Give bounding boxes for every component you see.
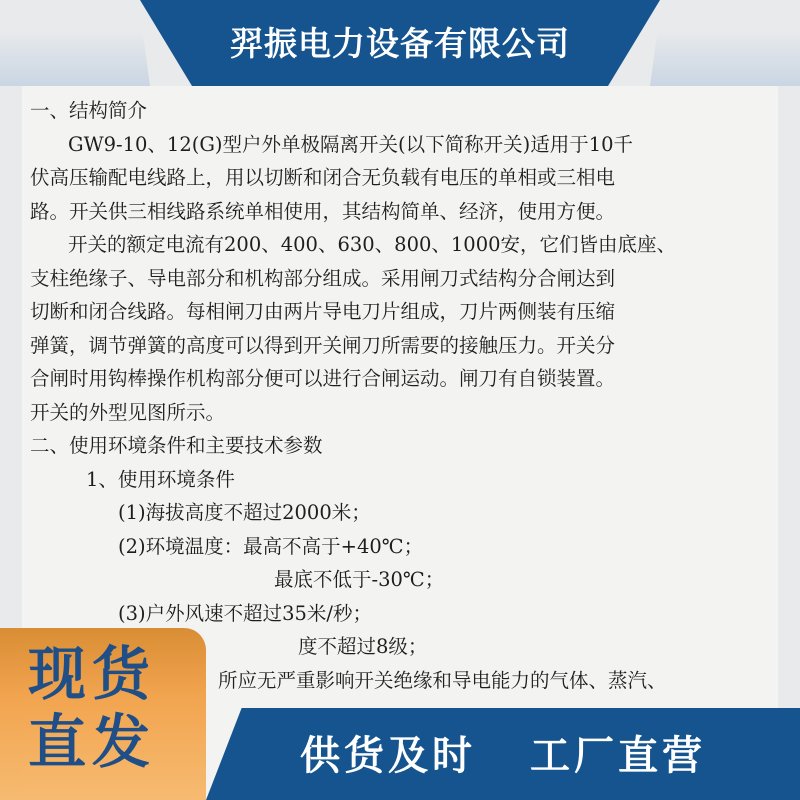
company-name: 羿振电力设备有限公司 bbox=[230, 24, 570, 63]
badge-line-1: 现货 bbox=[28, 640, 157, 708]
section-heading-1: 一、结构简介 bbox=[30, 99, 148, 122]
in-stock-badge-text bbox=[28, 640, 198, 776]
footer-slogan bbox=[206, 724, 800, 781]
paragraph-line: 路。开关供三相线路系统单相使用，其结构简单、经济，使用方便。 bbox=[30, 199, 616, 223]
list-item-continuation: 最底不低于-30℃； bbox=[274, 568, 445, 591]
list-item: (2)环境温度：最高不高于+40℃； bbox=[118, 534, 424, 558]
list-item-partial: 度不超过8级； bbox=[298, 635, 428, 658]
footer-slogan-right: 工厂直营 bbox=[529, 733, 706, 779]
list-item: (3)户外风速不超过35米/秒； bbox=[118, 601, 373, 625]
subsection-heading: 1、使用环境条件 bbox=[86, 467, 235, 491]
section-heading-2: 二、使用环境条件和主要技术参数 bbox=[30, 434, 323, 457]
paragraph-line: 开关的额定电流有200、400、630、800、1000安，它们皆由底座、 bbox=[68, 233, 677, 256]
paragraph-line: 切断和闭合线路。每相闸刀由两片导电刀片组成，刀片两侧装有压缩 bbox=[30, 300, 616, 323]
paragraph-line: 伏高压输配电线路上，用以切断和闭合无负载有电压的单相或三相电 bbox=[30, 166, 616, 189]
paragraph-line: 开关的外型见图所示。 bbox=[30, 400, 226, 424]
footer-slogan-left: 供货及时 bbox=[300, 733, 477, 779]
paragraph-line: 弹簧，调节弹簧的高度可以得到开关闸刀所需要的接触压力。开关分 bbox=[30, 333, 616, 357]
paragraph-line: 合闸时用钩棒操作机构部分便可以进行合闸运动。闸刀有自锁装置。 bbox=[30, 367, 616, 390]
badge-line-2: 直发 bbox=[28, 708, 157, 776]
paragraph-line: 支柱绝缘子、导电部分和机构部分组成。采用闸刀式结构分合闸达到 bbox=[30, 266, 616, 290]
document-text bbox=[30, 94, 770, 697]
list-item-partial: 所应无严重影响开关绝缘和导电能力的气体、蒸汽、 bbox=[218, 668, 667, 692]
paragraph-line: GW9-10、12(G)型户外单极隔离开关(以下简称开关)适用于10千 bbox=[68, 132, 634, 156]
list-item: (1)海拔高度不超过2000米； bbox=[118, 501, 371, 524]
